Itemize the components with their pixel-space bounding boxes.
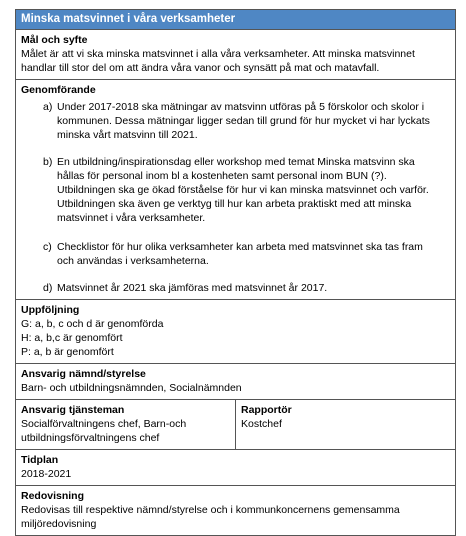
section-heading: Rapportör [241, 404, 292, 416]
list-item-text: En utbildning/inspirationsdag eller workshop med temat Minska matsvinn ska hållas för personal inom bl a kostenheten samt personal inom BUN (?). Utbildningen ska ge ökad förståelse för hur vi kan minska matsvinnet och varför. Utbildningen ska även ge verktyg till hur kan arbeta praktiskt med att minska matsvinnet i våra verksamheter. [57, 156, 429, 224]
tidplan-section [16, 450, 455, 486]
list-item-text: Checklistor för hur olika verksamheter kan arbeta med matsvinnet ska tas fram och användas i verksamheterna. [57, 241, 423, 267]
action-table [15, 9, 456, 536]
item-list [21, 100, 450, 295]
section-text: Kostchef [241, 418, 282, 430]
section-text: 2018-2021 [21, 468, 72, 480]
table-title: Minska matsvinnet i våra verksamheter [16, 10, 455, 30]
list-item [21, 100, 450, 142]
list-marker: b) [43, 156, 53, 168]
status-line: G: a, b, c och d är genomförda [21, 318, 164, 330]
section-text: Barn- och utbildningsnämnden, Socialnämnden [21, 382, 242, 394]
section-heading: Ansvarig nämnd/styrelse [21, 368, 146, 380]
ansvarig-namnd-section [16, 364, 455, 400]
uppfoljning-section [16, 300, 455, 364]
section-heading: Ansvarig tjänsteman [21, 404, 125, 416]
section-heading: Genomförande [21, 84, 96, 96]
section-heading: Mål och syfte [21, 34, 88, 46]
section-heading: Uppföljning [21, 304, 80, 316]
redovisning-section [16, 486, 455, 535]
list-item [21, 155, 450, 225]
section-text: Socialförvaltningens chef, Barn-och utbildningsförvaltningens chef [21, 418, 187, 444]
ansvarig-tjansteman-cell [16, 400, 236, 449]
genomforande-section [16, 80, 455, 300]
status-line: P: a, b är genomfört [21, 346, 114, 358]
list-item-text: Under 2017-2018 ska mätningar av matsvinn utföras på 5 förskolor och skolor i kommunen. Dessa mätningar ligger sedan till grund för hur mycket vi har lyckats minska vårt matsvinn till 2021. [57, 101, 430, 141]
list-marker: a) [43, 101, 53, 113]
mal-och-syfte-section [16, 30, 455, 80]
section-text: Redovisas till respektive nämnd/styrelse och i kommunkoncernens gemensamma miljöredovisning [21, 504, 400, 530]
responsibility-row [16, 400, 455, 450]
list-item [21, 240, 450, 268]
section-text: Målet är att vi ska minska matsvinnet i alla våra verksamheter. Att minska matsvinnet handlar till stor del om att ändra våra vanor och synsätt på mat och matavfall. [21, 48, 415, 74]
section-heading: Redovisning [21, 490, 85, 502]
section-heading: Tidplan [21, 454, 59, 466]
status-line: H: a, b,c är genomfört [21, 332, 123, 344]
list-marker: c) [43, 241, 52, 253]
list-item [21, 281, 450, 295]
list-item-text: Matsvinnet år 2021 ska jämföras med matsvinnet år 2017. [57, 282, 328, 294]
list-marker: d) [43, 282, 53, 294]
rapportor-cell [236, 400, 455, 449]
